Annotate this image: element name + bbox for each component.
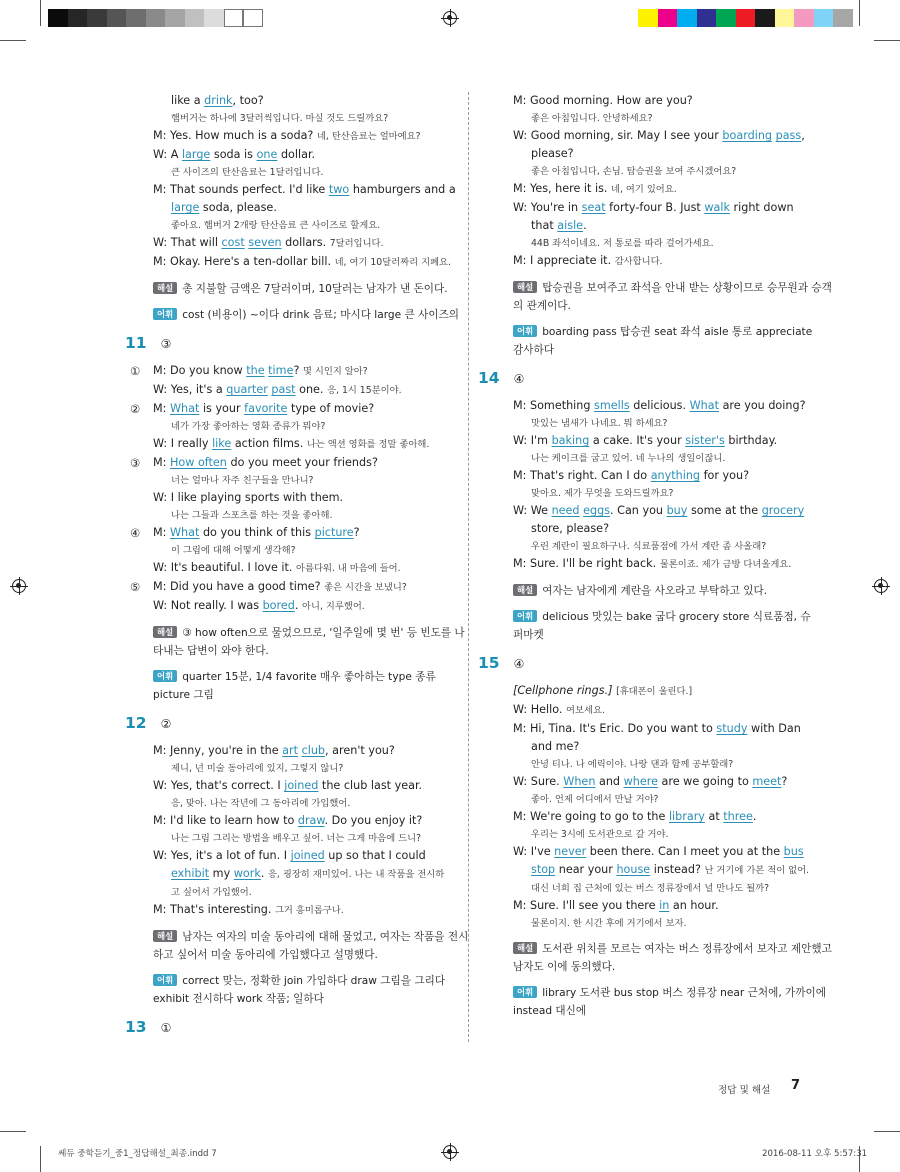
dialogue-line: W: You're in seat forty-four B. Just walk right down bbox=[513, 201, 794, 214]
color-swatch bbox=[638, 9, 658, 27]
dialogue-line: W: Yes, that's correct. I joined the club last year. bbox=[153, 779, 423, 792]
dialogue-line: exhibit my work. 응, 굉장히 재미있어. 나는 내 작품을 전시하 bbox=[171, 867, 445, 880]
dialogue-line: like a drink, too? bbox=[171, 94, 264, 107]
dialogue-line: W: Good morning, sir. May I see your boarding pass, bbox=[513, 129, 805, 142]
gray-swatch bbox=[146, 9, 166, 27]
dialogue-line: ① M: Do you know the time? 몇 시인지 알아? bbox=[130, 364, 368, 378]
translation-line: 안녕 티나. 나 에릭이야. 나랑 댄과 함께 공부할래? bbox=[531, 759, 734, 770]
color-swatch bbox=[716, 9, 736, 27]
dialogue-line: ③ M: How often do you meet your friends? bbox=[130, 456, 378, 470]
dialogue-line: and me? bbox=[531, 740, 580, 753]
vocab-tag: 어휘 bbox=[153, 974, 177, 986]
vocab-note: picture 그림 bbox=[153, 689, 214, 701]
gray-swatch bbox=[48, 9, 68, 27]
dialogue-line: W: I like playing sports with them. bbox=[153, 491, 344, 504]
explanation-tag: 해설 bbox=[513, 281, 537, 293]
color-swatch bbox=[814, 9, 834, 27]
vocab-tag: 어휘 bbox=[153, 308, 177, 320]
explanation-note: 남자도 이에 동의했다. bbox=[513, 961, 616, 973]
question-header-14: 14 ④ bbox=[478, 369, 525, 387]
translation-line: 우리는 3시에 도서관으로 갈 거야. bbox=[531, 829, 669, 840]
dialogue-line: ⑤ M: Did you have a good time? 좋은 시간을 보냈니? bbox=[130, 580, 407, 594]
vocab-tag: 어휘 bbox=[513, 325, 537, 337]
explanation-tag: 해설 bbox=[153, 930, 177, 942]
color-swatch bbox=[736, 9, 756, 27]
dialogue-line: M: Yes. How much is a soda? 네, 탄산음료는 얼마예요? bbox=[153, 129, 421, 142]
vocab-note: 어휘 quarter 15분, 1/4 favorite 매우 좋아하는 type 종류 bbox=[118, 668, 456, 686]
color-swatch bbox=[677, 9, 697, 27]
vocab-tag: 어휘 bbox=[513, 986, 537, 998]
dialogue-line: M: Sure. I'll be right back. 물론이죠. 제가 금방 다녀올게요. bbox=[513, 557, 792, 570]
color-swatch bbox=[833, 9, 853, 27]
crop-mark bbox=[874, 40, 900, 41]
explanation-tag: 해설 bbox=[513, 584, 537, 596]
translation-line: 대신 너희 집 근처에 있는 버스 정류장에서 널 만나도 될까? bbox=[531, 883, 770, 894]
dialogue-line: M: Good morning. How are you? bbox=[513, 94, 693, 107]
translation-line: 맞아요. 제가 무엇을 도와드릴까요? bbox=[531, 488, 674, 499]
translation-line: 제니, 넌 미술 동아리에 있지, 그렇지 않니? bbox=[171, 763, 344, 774]
translation-line: 맛있는 냄새가 나네요. 뭐 하세요? bbox=[531, 418, 668, 429]
dialogue-line: W: A large soda is one dollar. bbox=[153, 148, 316, 161]
left-column bbox=[118, 92, 469, 1042]
explanation-note: 의 관계이다. bbox=[513, 300, 571, 312]
crop-mark bbox=[0, 40, 26, 41]
vocab-note: exhibit 전시하다 work 작품; 일하다 bbox=[153, 993, 324, 1005]
dialogue-line: W: Not really. I was bored. 아니, 지루했어. bbox=[153, 599, 365, 612]
registration-mark-icon bbox=[874, 579, 888, 593]
dialogue-line: W: We need eggs. Can you buy some at the grocery bbox=[513, 504, 805, 517]
translation-line: 좋은 아침입니다, 손님. 탑승권을 보여 주시겠어요? bbox=[531, 166, 737, 177]
dialogue-line: [Cellphone rings.] [휴대폰이 울린다.] bbox=[513, 684, 693, 697]
dialogue-line: please? bbox=[531, 147, 574, 160]
page-number: 7 bbox=[791, 1078, 801, 1093]
question-header-12: 12 ② bbox=[125, 714, 172, 732]
explanation-note: 해설 탑승권을 보여주고 좌석을 안내 받는 상황이므로 승무원과 승객 bbox=[478, 279, 818, 297]
explanation-note: 해설 남자는 여자의 미술 동아리에 대해 물었고, 여자는 작품을 전시 bbox=[118, 928, 456, 946]
gray-swatch bbox=[126, 9, 146, 27]
translation-line: 네가 가장 좋아하는 영화 종류가 뭐야? bbox=[171, 421, 326, 432]
dialogue-line: M: We're going to go to the library at three. bbox=[513, 810, 757, 823]
vocab-note: instead 대신에 bbox=[513, 1005, 587, 1017]
vocab-note: 어휘 library 도서관 bus stop 버스 정류장 near 근처에, 가까이에 bbox=[478, 984, 818, 1002]
dialogue-line: M: I'd like to learn how to draw. Do you enjoy it? bbox=[153, 814, 423, 827]
registration-mark-icon bbox=[12, 579, 26, 593]
vocab-note: 어휘 boarding pass 탑승권 seat 좌석 aisle 통로 appreciate bbox=[478, 323, 818, 341]
dialogue-line: M: That sounds perfect. I'd like two hamburgers and a bbox=[153, 183, 456, 196]
gray-swatch bbox=[87, 9, 107, 27]
vocab-note: 퍼마켓 bbox=[513, 629, 544, 641]
gray-swatch bbox=[243, 9, 263, 27]
explanation-note: 하고 싶어서 미술 동아리에 가입했다고 설명했다. bbox=[153, 949, 378, 961]
explanation-tag: 해설 bbox=[153, 626, 177, 638]
translation-line: 이 그림에 대해 어떻게 생각해? bbox=[171, 545, 296, 556]
dialogue-line: W: Sure. When and where are we going to meet? bbox=[513, 775, 788, 788]
dialogue-line: ④ M: What do you think of this picture? bbox=[130, 526, 360, 540]
dialogue-line: M: That's interesting. 그거 흥미롭구나. bbox=[153, 903, 344, 916]
vocab-note: 어휘 correct 맞는, 정확한 join 가입하다 draw 그림을 그리다 bbox=[118, 972, 456, 990]
explanation-note: 타내는 답변이 와야 한다. bbox=[153, 645, 269, 657]
vocab-tag: 어휘 bbox=[153, 670, 177, 682]
explanation-note: 해설 ③ how often으로 물었으므로, '일주일에 몇 번' 등 빈도를 나 bbox=[118, 624, 456, 642]
dialogue-line: M: Something smells delicious. What are you doing? bbox=[513, 399, 806, 412]
translation-line: 햄버거는 하나에 3달러씩입니다. 마실 것도 드릴까요? bbox=[171, 113, 389, 124]
explanation-note: 해설 총 지불할 금액은 7달러이며, 10달러는 남자가 낸 돈이다. bbox=[118, 280, 456, 298]
dialogue-line: M: Hi, Tina. It's Eric. Do you want to study with Dan bbox=[513, 722, 801, 735]
explanation-note: 해설 여자는 남자에게 계란을 사오라고 부탁하고 있다. bbox=[478, 582, 818, 600]
gray-swatch bbox=[107, 9, 127, 27]
dialogue-line: M: Jenny, you're in the art club, aren't you? bbox=[153, 744, 395, 757]
dialogue-line: M: Sure. I'll see you there in an hour. bbox=[513, 899, 719, 912]
explanation-note: 해설 도서관 위치를 모르는 여자는 버스 정류장에서 보자고 제안했고 bbox=[478, 940, 818, 958]
translation-line: 물론이지. 한 시간 후에 거기에서 보자. bbox=[531, 918, 687, 929]
dialogue-line: W: That will cost seven dollars. 7달러입니다. bbox=[153, 236, 384, 249]
vocab-tag: 어휘 bbox=[513, 610, 537, 622]
translation-line: 너는 얼마나 자주 친구들을 만나니? bbox=[171, 475, 314, 486]
dialogue-line: W: It's beautiful. I love it. 아름다워. 내 마음에 들어. bbox=[153, 561, 401, 574]
vocab-note: 감사하다 bbox=[513, 344, 554, 356]
translation-line: 좋은 아침입니다. 안녕하세요? bbox=[531, 113, 653, 124]
dialogue-line: large soda, please. bbox=[171, 201, 277, 214]
dialogue-line: M: I appreciate it. 감사합니다. bbox=[513, 254, 663, 267]
color-swatch bbox=[755, 9, 775, 27]
vocab-note: 어휘 cost (비용이) ~이다 drink 음료; 마시다 large 큰 사이즈의 bbox=[118, 306, 456, 324]
dialogue-line: W: I've never been there. Can I meet you at the bus bbox=[513, 845, 804, 858]
dialogue-line: M: That's right. Can I do anything for you? bbox=[513, 469, 750, 482]
translation-line: 나는 그림 그리는 방법을 배우고 싶어. 너는 그게 마음에 드니? bbox=[171, 833, 422, 844]
gray-swatch bbox=[68, 9, 88, 27]
question-header-11: 11 ③ bbox=[125, 334, 172, 352]
explanation-tag: 해설 bbox=[153, 282, 177, 294]
question-header-15: 15 ④ bbox=[478, 654, 525, 672]
translation-line: 고 싶어서 가입했어. bbox=[171, 887, 252, 898]
gray-swatch bbox=[224, 9, 244, 27]
translation-line: 44B 좌석이네요. 저 통로를 따라 걸어가세요. bbox=[531, 238, 714, 249]
dialogue-line: W: I'm baking a cake. It's your sister's birthday. bbox=[513, 434, 778, 447]
vocab-note: 어휘 delicious 맛있는 bake 굽다 grocery store 식료품점, 슈 bbox=[478, 608, 818, 626]
gray-swatch bbox=[165, 9, 185, 27]
registration-mark-icon bbox=[443, 1145, 457, 1159]
dialogue-line: ② M: What is your favorite type of movie? bbox=[130, 402, 375, 416]
footer-section-label: 정답 및 해설 bbox=[718, 1085, 771, 1096]
crop-mark bbox=[40, 0, 41, 26]
color-swatch bbox=[658, 9, 678, 27]
dialogue-line: W: Yes, it's a lot of fun. I joined up so that I could bbox=[153, 849, 426, 862]
gray-swatch bbox=[185, 9, 205, 27]
translation-line: 좋아요. 햄버거 2개랑 탄산음료 큰 사이즈로 할게요. bbox=[171, 220, 381, 231]
crop-mark bbox=[874, 1131, 900, 1132]
dialogue-line: M: Okay. Here's a ten-dollar bill. 네, 여기 10달러짜리 지폐요. bbox=[153, 255, 451, 268]
crop-mark bbox=[40, 1146, 41, 1172]
dialogue-line: W: Yes, it's a quarter past one. 응, 1시 15분이야. bbox=[153, 383, 402, 396]
right-column bbox=[478, 92, 832, 1020]
color-swatch bbox=[697, 9, 717, 27]
registration-mark-icon bbox=[443, 11, 457, 25]
translation-line: 응, 맞아. 나는 작년에 그 동아리에 가입했어. bbox=[171, 798, 351, 809]
slug-timestamp: 2016-08-11 오후 5:57:31 bbox=[762, 1149, 868, 1159]
crop-mark bbox=[0, 1131, 26, 1132]
explanation-tag: 해설 bbox=[513, 942, 537, 954]
gray-swatch bbox=[204, 9, 224, 27]
dialogue-line: M: Yes, here it is. 네, 여기 있어요. bbox=[513, 182, 677, 195]
column-divider bbox=[468, 92, 469, 1042]
slug-file-name: 쎄듀 중학듣기_중1_정답해설_최종.indd 7 bbox=[58, 1149, 217, 1159]
translation-line: 나는 그들과 스포츠를 하는 것을 좋아해. bbox=[171, 510, 333, 521]
translation-line: 좋아. 언제 어디에서 만날 거야? bbox=[531, 794, 659, 805]
dialogue-line: that aisle. bbox=[531, 219, 587, 232]
dialogue-line: W: Hello. 여보세요. bbox=[513, 703, 605, 716]
translation-line: 우린 계란이 필요하구나. 식료품점에 가서 계란 좀 사올래? bbox=[531, 541, 767, 552]
translation-line: 나는 케이크를 굽고 있어. 네 누나의 생일이잖니. bbox=[531, 453, 726, 464]
crop-mark bbox=[859, 0, 860, 26]
translation-line: 큰 사이즈의 탄산음료는 1달러입니다. bbox=[171, 167, 324, 178]
dialogue-line: store, please? bbox=[531, 522, 610, 535]
color-swatch bbox=[775, 9, 795, 27]
dialogue-line: W: I really like action films. 나는 액션 영화를 정말 좋아해. bbox=[153, 437, 430, 450]
color-swatch bbox=[794, 9, 814, 27]
question-header-13: 13 ① bbox=[125, 1018, 172, 1036]
dialogue-line: stop near your house instead? 난 거기에 가본 적이 없어. bbox=[531, 863, 810, 876]
